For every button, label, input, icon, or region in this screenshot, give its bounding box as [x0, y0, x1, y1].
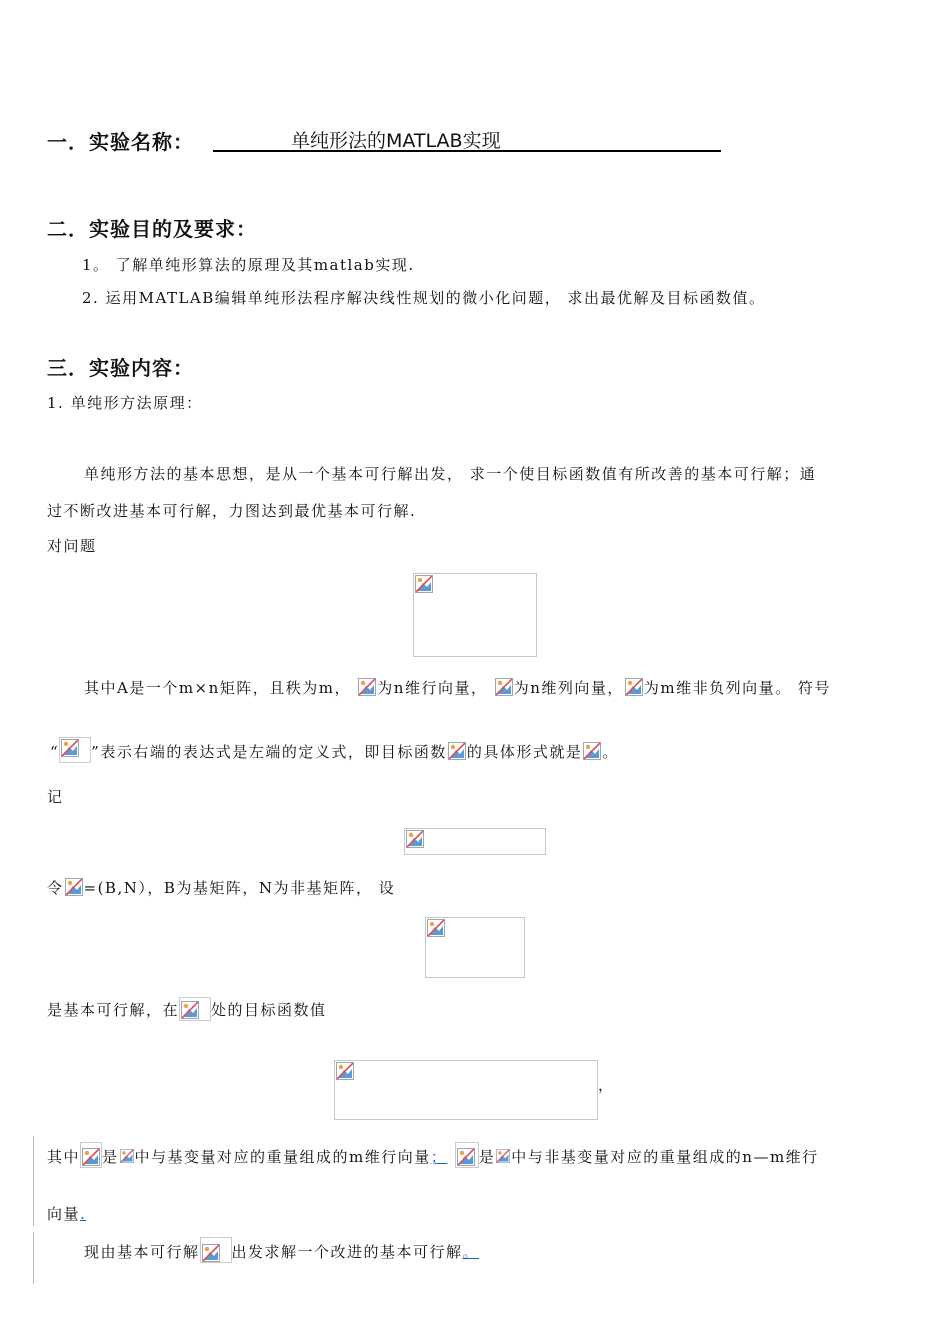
formula-image-define	[59, 737, 91, 763]
paragraph-line-2: 过不断改进基本可行解，力图达到最优基本可行解.	[47, 502, 417, 520]
symbol-text-3: 的具体形式就是	[466, 743, 583, 761]
objective-value-line	[47, 997, 327, 1021]
broken-image-icon	[202, 1244, 220, 1262]
subsection-principle: 1. 单纯形方法原理：	[47, 394, 203, 412]
broken-image-icon	[457, 1148, 475, 1166]
experiment-name: 单纯形法的MATLAB实现	[291, 130, 501, 152]
broken-image-icon	[427, 919, 445, 937]
broken-image-icon	[120, 1147, 134, 1165]
improve-text-1: 现由基本可行解	[84, 1243, 200, 1261]
broken-image-icon	[496, 1147, 510, 1165]
objective-text-1: 是基本可行解，在	[47, 1001, 180, 1019]
section1-title: 一．实验名称：	[47, 130, 194, 154]
revision-mark: ；	[430, 1148, 448, 1166]
cost-vector-line	[47, 1142, 819, 1168]
cost-text-6: 中与非基变量对应的重量组成的n—m维行	[511, 1148, 819, 1166]
improve-line	[84, 1237, 489, 1263]
formula-image-x0	[200, 1237, 232, 1263]
formula-image-cn	[455, 1142, 479, 1168]
broken-image-icon	[625, 678, 643, 696]
aim-item-1: 1。 了解单纯形算法的原理及其matlab实现.	[82, 256, 415, 274]
formula-comma: ，	[598, 1076, 615, 1094]
ji-label: 记	[47, 788, 64, 806]
quote-open: “	[50, 743, 60, 761]
symbol-text-2: ”表示右端的表达式是左端的定义式，即目标函数	[91, 743, 447, 761]
partition-text-2: =(B,N），B为基矩阵，N为非基矩阵， 设	[83, 879, 396, 897]
formula-image-ji	[404, 828, 546, 855]
matrix-text-2: 为n维行向量，	[377, 679, 488, 697]
aim-item-2: 2. 运用MATLAB编辑单纯形法程序解决线性规划的微小化问题， 求出最优解及目标函数值。	[82, 289, 766, 307]
partition-text-1: 令	[47, 879, 64, 897]
broken-image-icon	[583, 742, 601, 760]
broken-image-icon	[61, 739, 79, 757]
partition-line	[47, 877, 395, 898]
revision-bar	[33, 1136, 34, 1226]
matrix-text-1: 其中A是一个m×n矩阵，且秩为m，	[84, 679, 352, 697]
revision-mark: .	[80, 1205, 87, 1223]
broken-image-icon	[181, 1001, 199, 1019]
cost-text-3: 中与基变量对应的重量组成的m维行向量	[134, 1148, 431, 1166]
formula-image-problem	[413, 573, 537, 657]
problem-label: 对问题	[47, 537, 97, 555]
improve-text-2: 出发求解一个改进的基本可行解	[231, 1243, 463, 1261]
cost-text-5: 是	[478, 1148, 496, 1166]
cost-text-1: 其中	[47, 1148, 81, 1166]
symbol-definition-line	[50, 737, 619, 763]
broken-image-icon	[415, 575, 433, 593]
broken-image-icon	[82, 1148, 100, 1166]
experiment-name-field	[213, 124, 721, 152]
vector-line	[47, 1203, 98, 1224]
broken-image-icon	[495, 678, 513, 696]
objective-text-2: 处的目标函数值	[211, 1001, 327, 1019]
symbol-text-4: 。	[602, 743, 619, 761]
broken-image-icon	[406, 830, 424, 848]
broken-image-icon	[358, 678, 376, 696]
formula-image-basic-solution	[425, 917, 525, 978]
revision-mark: 。	[462, 1243, 480, 1261]
broken-image-icon	[448, 742, 466, 760]
section3-title: 三．实验内容：	[47, 356, 194, 380]
broken-image-icon	[65, 878, 83, 896]
section2-title: 二．实验目的及要求：	[47, 217, 257, 241]
revision-bar	[33, 1232, 34, 1284]
matrix-description-line	[84, 677, 831, 698]
broken-image-icon	[336, 1062, 354, 1080]
formula-image-cb	[80, 1142, 102, 1168]
matrix-text-3: 为n维列向量，	[513, 679, 624, 697]
paragraph-line-1: 单纯形方法的基本思想，是从一个基本可行解出发， 求一个使目标函数值有所改善的基本可行解；通	[84, 465, 817, 483]
formula-image-point	[179, 997, 211, 1021]
cost-text-2: 是	[102, 1148, 119, 1166]
formula-image-objective	[334, 1060, 598, 1120]
matrix-text-4: 为m维非负列向量。 符号	[643, 679, 831, 697]
vector-text: 向量	[47, 1205, 81, 1223]
